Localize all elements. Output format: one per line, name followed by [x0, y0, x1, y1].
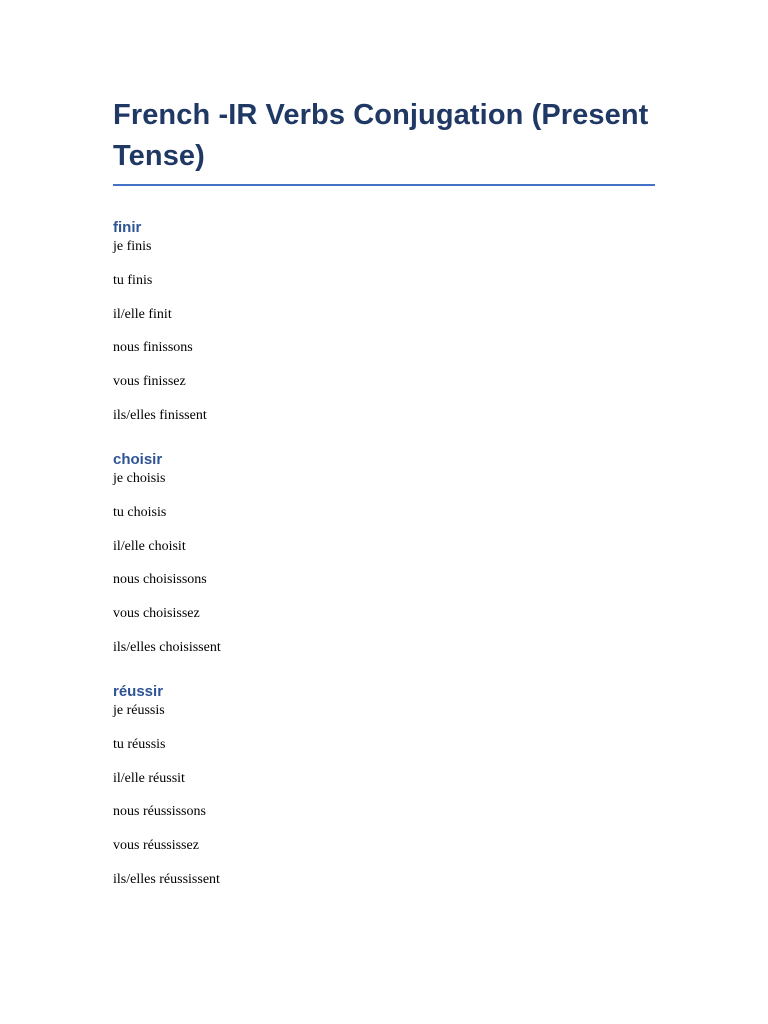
verb-heading: réussir: [113, 682, 164, 700]
conjugation-line: je choisis: [113, 470, 166, 486]
document-page: [113, 95, 655, 905]
conjugation-line: ils/elles réussissent: [113, 871, 220, 887]
verb-section-choisir: [113, 450, 655, 656]
conjugation-line: il/elle finit: [113, 306, 172, 322]
conjugation-line: je réussis: [113, 702, 165, 718]
verb-heading: finir: [113, 219, 142, 236]
verb-heading: choisir: [113, 450, 163, 468]
conjugation-list: [113, 702, 655, 888]
conjugation-line: vous finissez: [113, 374, 186, 390]
verb-section-reussir: [113, 682, 655, 888]
conjugation-list: [113, 470, 655, 656]
conjugation-line: vous réussissez: [113, 838, 199, 854]
conjugation-line: il/elle réussit: [113, 770, 185, 786]
conjugation-line: vous choisissez: [113, 606, 200, 622]
conjugation-line: nous finissons: [113, 340, 193, 356]
conjugation-line: ils/elles finissent: [113, 407, 207, 423]
conjugation-line: tu réussis: [113, 736, 166, 752]
conjugation-line: il/elle choisit: [113, 538, 186, 554]
page-title: French -IR Verbs Conjugation (Present Tense): [113, 95, 655, 186]
conjugation-line: nous choisissons: [113, 572, 207, 588]
conjugation-line: tu finis: [113, 272, 153, 288]
conjugation-line: je finis: [113, 239, 152, 254]
conjugation-line: tu choisis: [113, 504, 167, 520]
conjugation-line: ils/elles choisissent: [113, 639, 221, 655]
verb-section-finir: [113, 218, 655, 424]
conjugation-line: nous réussissons: [113, 804, 206, 820]
conjugation-list: [113, 238, 655, 424]
